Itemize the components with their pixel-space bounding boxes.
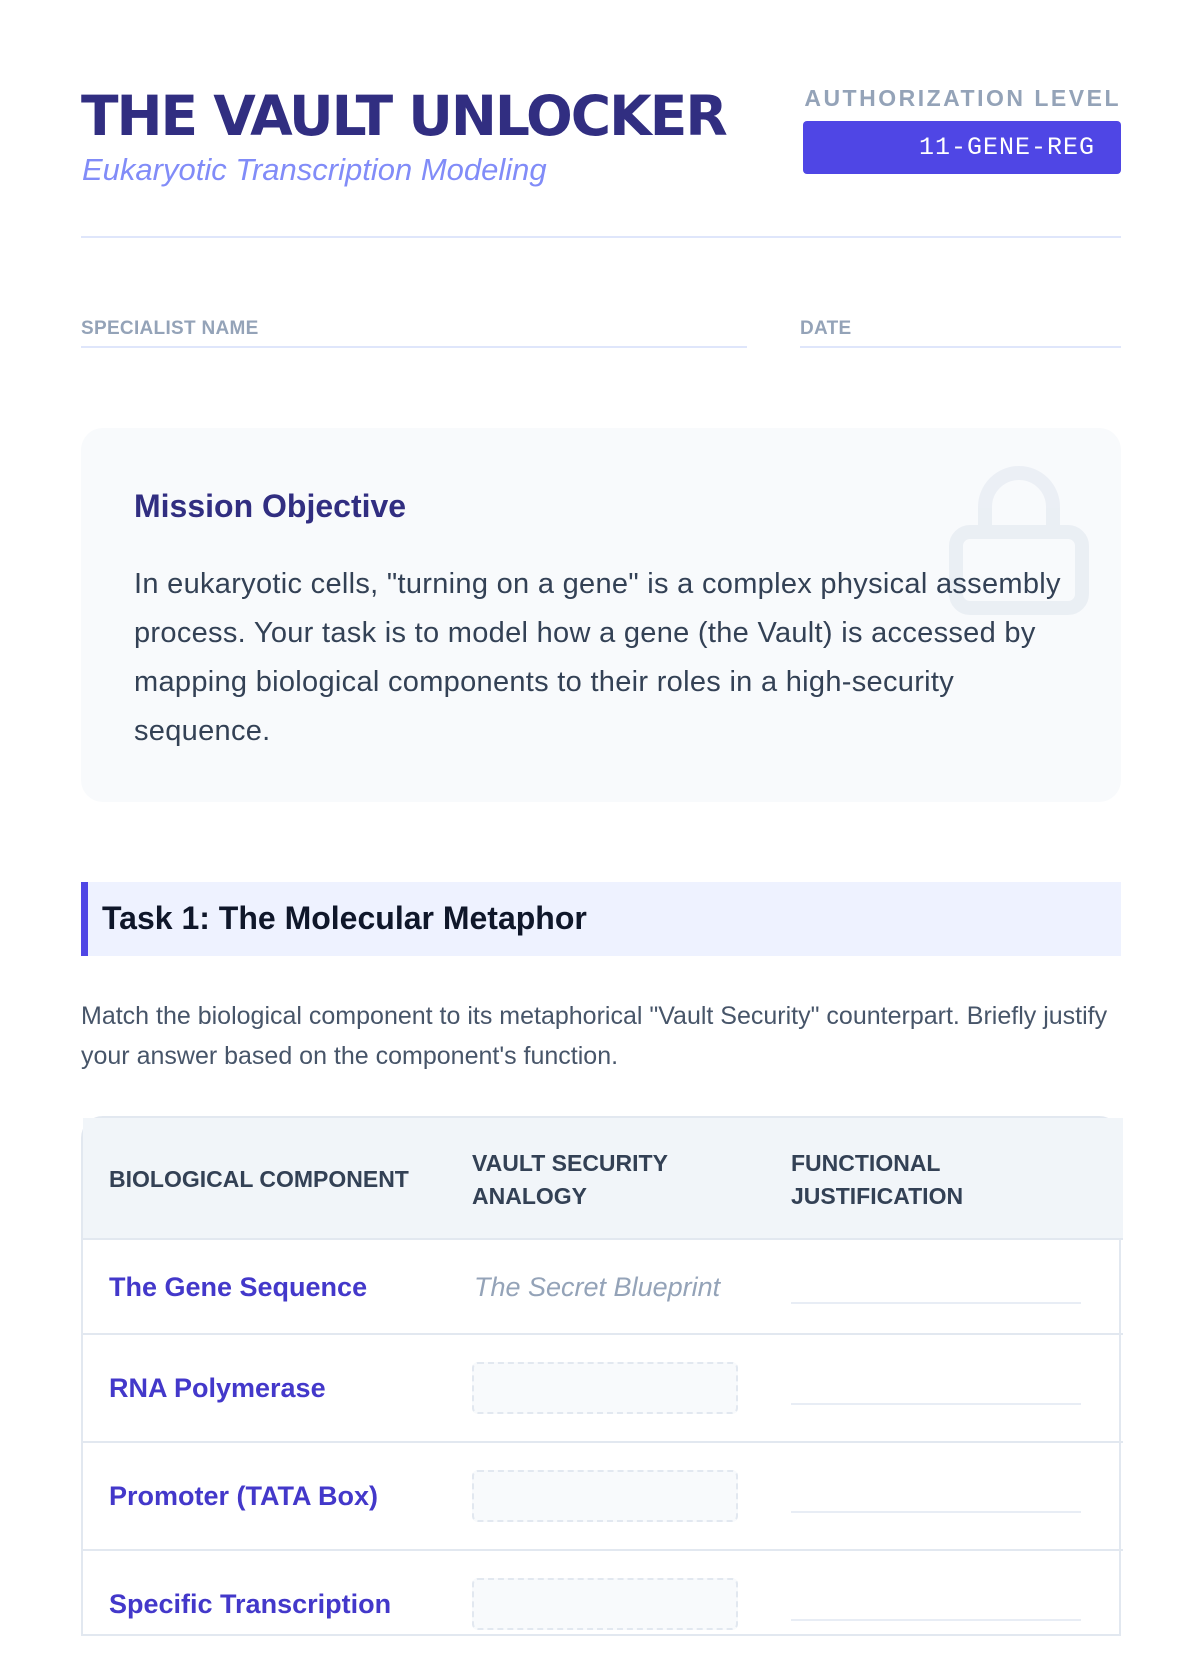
table-row — [83, 1443, 1123, 1551]
header — [81, 84, 1121, 238]
analogy-input[interactable] — [472, 1578, 738, 1630]
analogy-input[interactable] — [472, 1362, 738, 1414]
justification-field[interactable] — [791, 1302, 1081, 1304]
page-title: THE VAULT UNLOCKER — [81, 84, 726, 148]
column-header-component: BIOLOGICAL COMPONENT — [109, 1166, 409, 1192]
column-header-justification: FUNCTIONAL JUSTIFICATION — [791, 1150, 964, 1209]
analogy-example: The Secret Blueprint — [474, 1272, 721, 1302]
justification-field[interactable] — [791, 1619, 1081, 1621]
component-name: Specific Transcription — [109, 1589, 392, 1619]
table-row — [83, 1551, 1123, 1659]
metaphor-table — [81, 1116, 1121, 1636]
mission-card — [81, 428, 1121, 802]
column-header-analogy: VAULT SECURITY ANALOGY — [472, 1150, 668, 1209]
date-label: DATE — [800, 318, 852, 339]
justification-field[interactable] — [791, 1511, 1081, 1513]
mission-body: In eukaryotic cells, "turning on a gene" is a complex physical assembly process. Your task is to model how a gene (the Vault) is accessed by mapping biological components to their roles in a high-security sequence. — [134, 568, 1061, 747]
component-name: RNA Polymerase — [109, 1373, 326, 1403]
component-name: Promoter (TATA Box) — [109, 1481, 378, 1511]
authorization-badge: 11-GENE-REG — [803, 121, 1121, 174]
task-1-instructions: Match the biological component to its metaphorical "Vault Security" counterpart. Briefly justify your answer based on the component's function. — [81, 1002, 1108, 1070]
page-subtitle: Eukaryotic Transcription Modeling — [82, 152, 547, 187]
justification-field[interactable] — [791, 1403, 1081, 1405]
table-row — [83, 1335, 1123, 1443]
authorization-label: AUTHORIZATION LEVEL — [804, 85, 1121, 111]
table-row — [83, 1240, 1123, 1335]
mission-heading: Mission Objective — [134, 488, 407, 524]
task-1-header — [81, 882, 1121, 956]
table-header — [83, 1118, 1123, 1240]
component-name: The Gene Sequence — [109, 1272, 368, 1302]
specialist-name-field[interactable] — [81, 318, 747, 348]
task-1-title: Task 1: The Molecular Metaphor — [102, 900, 587, 936]
analogy-input[interactable] — [472, 1470, 738, 1522]
specialist-name-label: SPECIALIST NAME — [81, 318, 259, 339]
date-field[interactable] — [800, 318, 1121, 348]
